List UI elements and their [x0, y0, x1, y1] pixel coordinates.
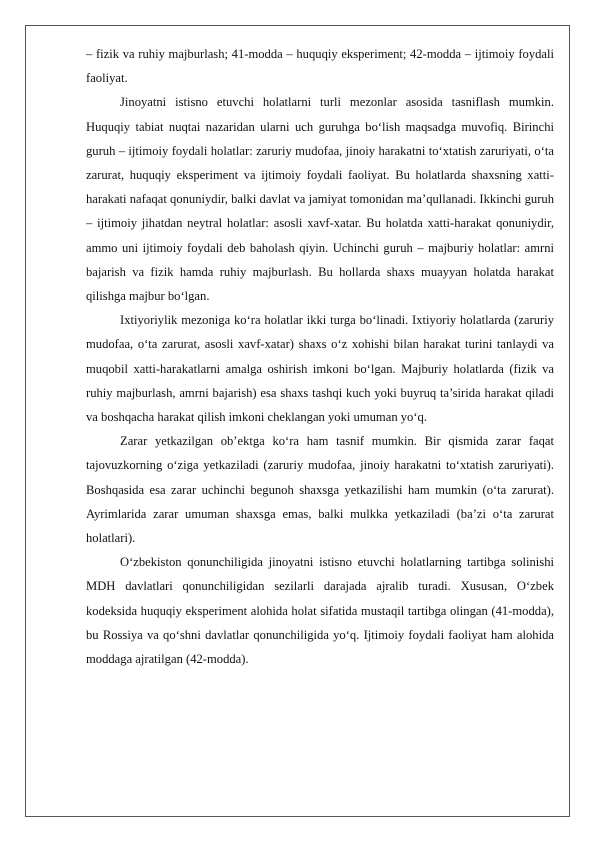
paragraph-harm-object: Zarar yetkazilgan ob’ektga ko‘ra ham tasnif mumkin. Bir qismida zarar faqat tajovuzkorning o‘ziga yetkaziladi (zaruriy mudofaa, jinoiy harakatni to‘xtatish zaruriyati). Boshqasida esa zarar uchinchi begunoh shaxsga yetkazilishi ham mumkin (o‘ta zarurat). Ayrimlarida zarar umuman shaxsga emas, balki mulkka yetkaziladi (ba’zi o‘ta zarurat holatlari).	[86, 434, 554, 546]
paragraph-classification: Jinoyatni istisno etuvchi holatlarni turli mezonlar asosida tasniflash mumkin. Huquqiy tabiat nuqtai nazaridan ularni uch guruhga bo‘lish maqsadga muvofiq. Birinchi guruh – ijtimoiy foydali holatlar: zaruriy mudofaa, jinoiy harakatni to‘xtatish zaruriyati, o‘ta zarurat, huquqiy eksperiment va ijtimoiy foydali faoliyat. Bu holatlarda shaxsning xatti-harakati nafaqat qonuniydir, balki davlat va jamiyat tomonidan ma’qullanadi. Ikkinchi guruh – ijtimoiy jihatdan neytral holatlar: asosli xavf-xatar. Bu holatda xatti-harakat qonuniydir, ammo uni ijtimoiy foydali deb baholash qiyin. Uchinchi guruh – majburiy holatlar: amrni bajarish va fizik hamda ruhiy majburlash. Bu hollarda shaxs muayyan holatda harakat qilishga majbur bo‘lgan.	[86, 95, 554, 304]
paragraph-uzbek-legislation: O‘zbekiston qonunchiligida jinoyatni istisno etuvchi holatlarning tartibga solinishi MDH davlatlari qonunchiligidan sezilarli darajada ajralib turadi. Xususan, O‘zbek kodeksida huquqiy eksperiment alohida holat sifatida mustaqil tartibga olingan (41-modda), bu Rossiya va qo‘shni davlatlar qonunchiligida yo‘q. Ijtimoiy foydali faoliyat ham alohida moddaga ajratilgan (42-modda).	[86, 555, 554, 667]
paragraph-continuation: – fizik va ruhiy majburlash; 41-modda – huquqiy eksperiment; 42-modda – ijtimoiy foydali faoliyat.	[86, 47, 554, 86]
document-body	[86, 42, 554, 671]
paragraph-voluntariness: Ixtiyoriylik mezoniga ko‘ra holatlar ikki turga bo‘linadi. Ixtiyoriy holatlarda (zaruriy mudofaa, o‘ta zarurat, asosli xavf-xatar) shaxs o‘z xohishi bilan harakat turini tanlaydi va muqobil xatti-harakatlarni amalga oshirish imkoni bo‘lgan. Majburiy holatlarda (fizik va ruhiy majburlash, amrni bajarish) esa shaxs tashqi kuch yoki buyruq ta’sirida harakat qiladi va boshqacha harakat qilish imkoni cheklangan yoki umuman yo‘q.	[86, 313, 554, 425]
